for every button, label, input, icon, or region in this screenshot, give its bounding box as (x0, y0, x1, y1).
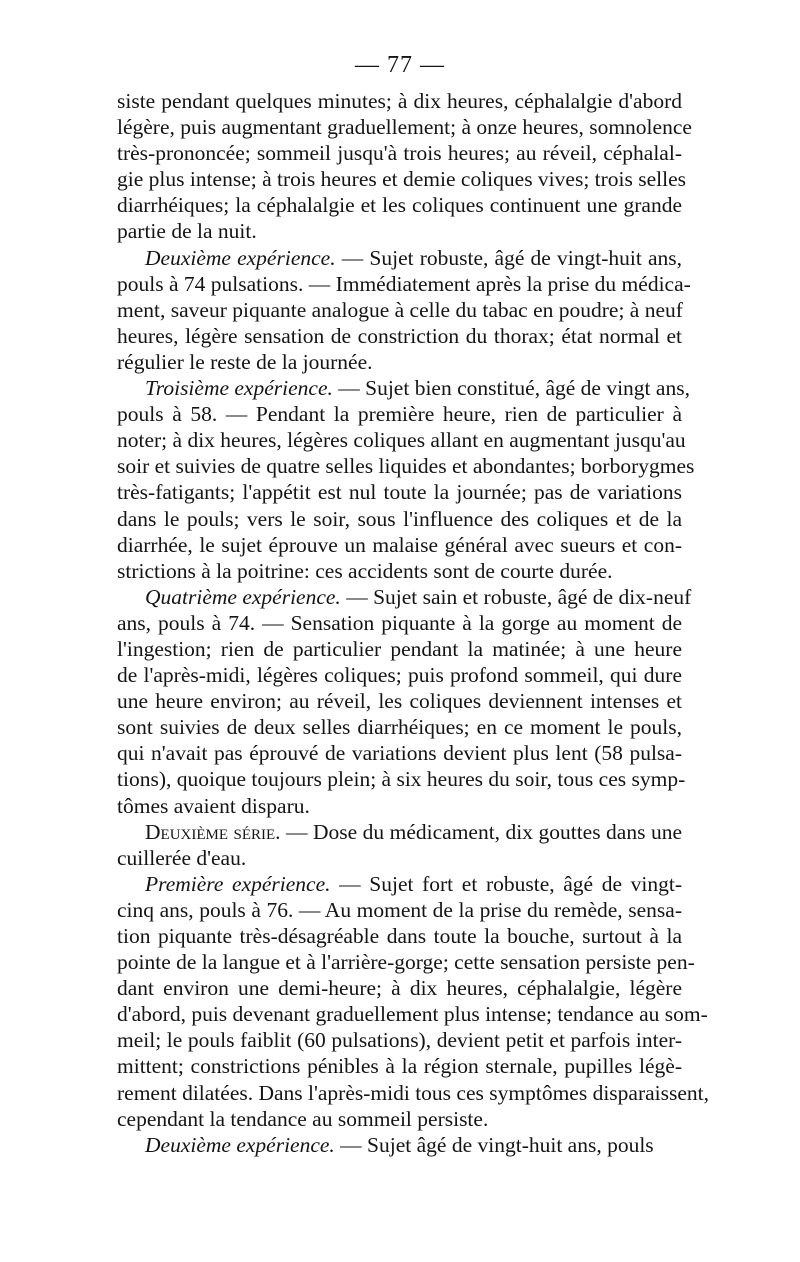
line-text: l'ingestion; rien de particulier pendant la matinée; à une heure (117, 636, 682, 661)
line-text: mittent; constrictions pénibles à la région sternale, pupilles légè- (117, 1054, 682, 1079)
text-line (117, 245, 682, 271)
line-text: dans le pouls; vers le soir, sous l'influence des coliques et de la (117, 506, 682, 531)
line-text: partie de la nuit. (117, 219, 257, 244)
line-text: dant environ une demi-heure; à dix heures, céphalalgie, légère (117, 976, 682, 1001)
text-line (117, 532, 682, 558)
line-text: siste pendant quelques minutes; à dix heures, céphalalgie d'abord (117, 89, 682, 113)
text-line (117, 375, 690, 401)
line-text: — Sujet bien constitué, âgé de vingt ans, (332, 376, 690, 401)
text-line (117, 140, 682, 166)
line-text: cuillerée d'eau. (117, 845, 247, 870)
text-line (117, 662, 682, 688)
line-text: légère, puis augmentant graduellement; à onze heures, somnolence (117, 115, 692, 140)
line-text: tions), quoique toujours plein; à six heures du soir, tous ces symp- (117, 767, 686, 792)
text-line (117, 636, 682, 662)
line-text: cependant la tendance au sommeil persiste. (117, 1106, 489, 1131)
line-text: meil; le pouls faiblit (60 pulsations), devient petit et parfois inter- (117, 1028, 682, 1053)
text-line (117, 218, 682, 244)
text-line (117, 949, 695, 975)
text-line (117, 166, 687, 192)
text-line (117, 88, 682, 114)
body-text (117, 88, 710, 1158)
line-text: sont suivies de deux selles diarrhéiques; en ce moment le pouls, (117, 715, 682, 740)
line-text: soir et suivies de quatre selles liquides et abondantes; borborygmes (117, 454, 695, 479)
line-text: pointe de la langue et à l'arrière-gorge; cette sensation persiste pen- (117, 950, 695, 975)
text-line (117, 740, 682, 766)
experiment-heading: Quatrième expérience. (145, 584, 341, 609)
experiment-heading: Première expérience. (145, 871, 331, 896)
text-line (117, 1106, 682, 1132)
text-line (117, 688, 682, 714)
line-text: ans, pouls à 74. — Sensation piquante à la gorge au moment de (117, 610, 682, 635)
text-line (117, 610, 682, 636)
line-text: gie plus intense; à trois heures et demie coliques vives; trois selles (117, 167, 687, 192)
text-line (117, 1027, 682, 1053)
line-text: tion piquante très-désagréable dans toute la bouche, surtout à la (117, 924, 682, 948)
text-line (117, 427, 686, 453)
line-text: strictions à la poitrine: ces accidents sont de courte durée. (117, 558, 613, 583)
line-text: diarrhée, le sujet éprouve un malaise général avec sueurs et con- (117, 532, 682, 557)
experiment-heading: Troisième expérience. (145, 376, 333, 401)
page-number: — 77 — (355, 52, 445, 78)
experiment-heading: Deuxième expérience. (145, 245, 336, 270)
line-text: qui n'avait pas éprouvé de variations devient plus lent (58 pulsa- (117, 741, 682, 766)
line-text: — Sujet sain et robuste, âgé de dix-neuf (340, 584, 692, 609)
text-line (117, 897, 682, 923)
text-line (117, 766, 686, 792)
line-text: heures, légère sensation de constriction du thorax; état normal et (117, 323, 682, 348)
text-line (117, 819, 682, 845)
line-text: — Dose du médicament, dix gouttes dans une (280, 819, 682, 844)
line-text: régulier le reste de la journée. (117, 349, 373, 374)
text-line (117, 558, 682, 584)
line-text: — Sujet âgé de vingt-huit ans, pouls (334, 1132, 654, 1157)
line-text: noter; à dix heures, légères coliques allant en augmentant jusqu'au (117, 428, 686, 453)
line-text: diarrhéiques; la céphalalgie et les coliques continuent une grande (117, 193, 682, 218)
line-text: pouls à 58. — Pendant la première heure, rien de particulier à (117, 402, 682, 427)
text-line (117, 1132, 682, 1158)
line-text: une heure environ; au réveil, les coliques deviennent intenses et (117, 689, 682, 714)
text-line (117, 975, 682, 1001)
text-line (117, 323, 682, 349)
text-line (117, 271, 691, 297)
text-line (117, 1001, 708, 1027)
line-text: tômes avaient disparu. (117, 793, 310, 818)
experiment-heading: Deuxième expérience. (145, 1132, 335, 1157)
text-line (117, 793, 682, 819)
text-line (117, 479, 682, 505)
series-heading: Deuxième série. (145, 819, 281, 844)
text-line (117, 114, 692, 140)
text-line (117, 714, 682, 740)
text-line (117, 401, 682, 427)
text-line (117, 1053, 682, 1079)
text-line (117, 349, 682, 375)
text-line (117, 923, 682, 949)
line-text: de l'après-midi, légères coliques; puis profond sommeil, qui dure (117, 663, 682, 688)
text-line (117, 506, 682, 532)
line-text: très-prononcée; sommeil jusqu'à trois heures; au réveil, céphalal- (117, 141, 682, 166)
text-line (117, 584, 692, 610)
line-text: cinq ans, pouls à 76. — Au moment de la prise du remède, sensa- (117, 897, 682, 922)
text-line (117, 453, 695, 479)
line-text: très-fatigants; l'appétit est nul toute la journée; pas de variations (117, 480, 682, 505)
line-text: — Sujet robuste, âgé de vingt-huit ans, (335, 245, 682, 270)
text-line (117, 845, 682, 871)
text-line (117, 297, 682, 323)
text-line (117, 192, 682, 218)
line-text: ment, saveur piquante analogue à celle du tabac en poudre; à neuf (117, 297, 683, 322)
line-text: pouls à 74 pulsations. — Immédiatement après la prise du médica- (117, 271, 691, 296)
text-line (117, 1080, 710, 1106)
text-line (117, 871, 682, 897)
line-text: — Sujet fort et robuste, âgé de vingt- (330, 871, 682, 896)
line-text: d'abord, puis devenant graduellement plus intense; tendance au som- (117, 1002, 708, 1027)
line-text: rement dilatées. Dans l'après-midi tous ces symptômes disparaissent, (117, 1080, 710, 1105)
